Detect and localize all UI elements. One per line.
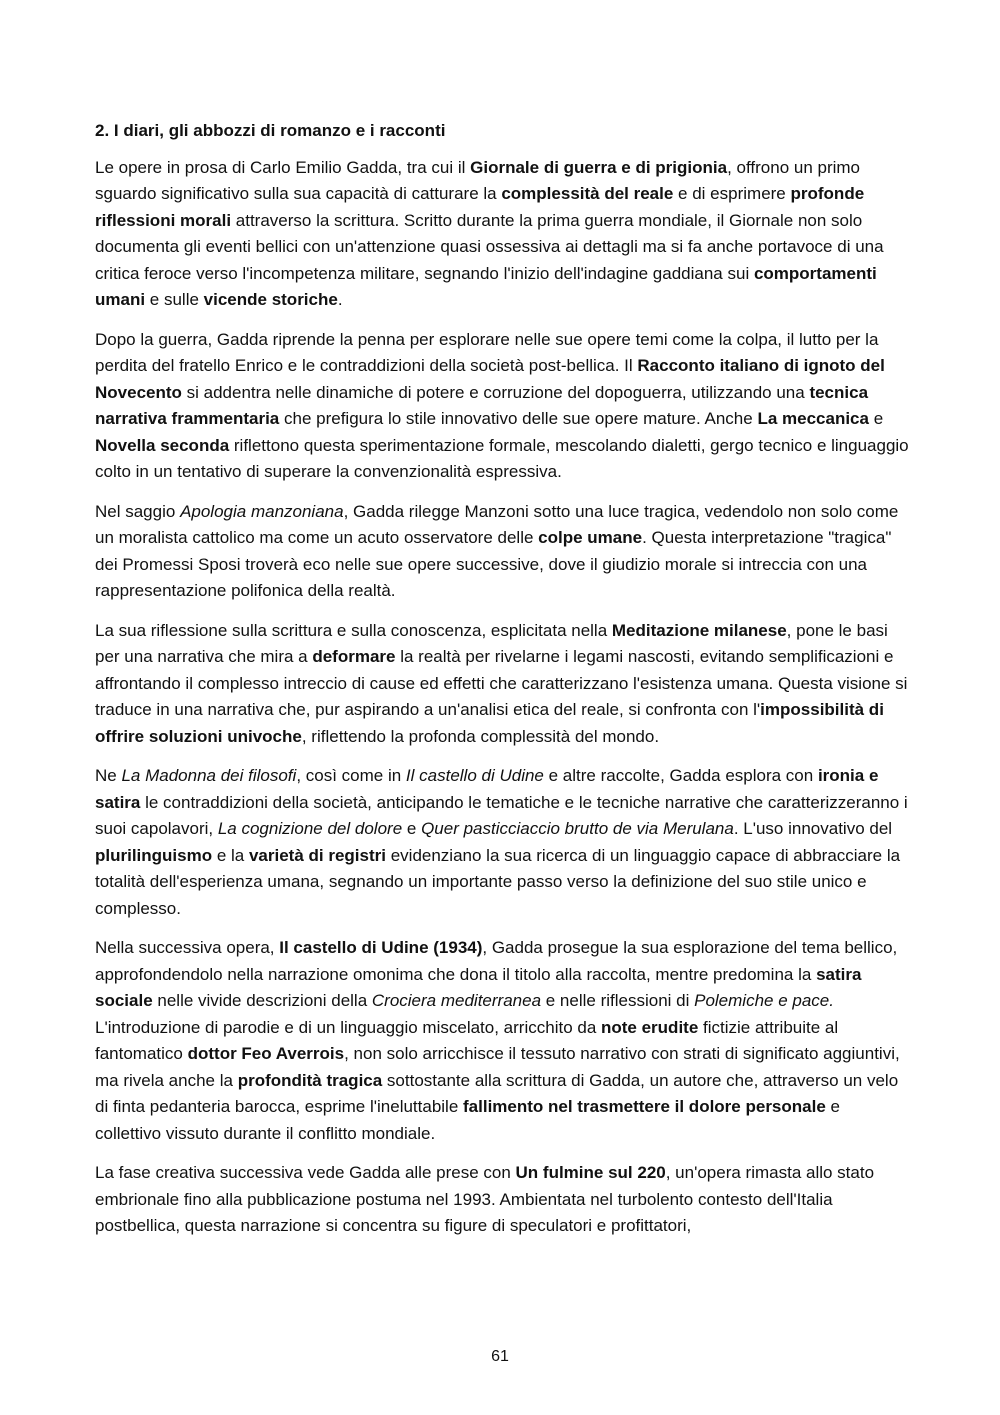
text-run: le contraddizioni della società, anticipando le tematiche e le tecniche narrative che caratterizzeranno i suoi capolavori, xyxy=(95,792,908,838)
paragraph xyxy=(95,327,910,486)
bold-text: varietà di registri xyxy=(248,845,386,865)
italic-text: Quer pasticciaccio brutto de via Merulana xyxy=(421,819,734,838)
text-run: la realtà per rivelarne i legami nascosti, evitando semplificazioni e affrontando il complesso intreccio di cause ed effetti che caratterizzano l'esistenza umana. Questa visione si traduce in una narrativa che, pur aspirando a un'analisi etica del reale, si confronta con l' xyxy=(95,647,908,719)
bold-text: note erudite xyxy=(601,1017,699,1037)
text-run: e sulle xyxy=(145,290,204,309)
italic-text: Il castello di Udine xyxy=(405,766,544,785)
text-run: si addentra nelle dinamiche di potere e corruzione del dopoguerra, utilizzando una xyxy=(181,382,810,402)
text-run: evidenziano la sua ricerca di un linguaggio capace di abbracciare la totalità dell'esperienza umana, segnando un importante passo verso la definizione del suo stile unico e complesso. xyxy=(95,845,901,918)
bold-text: Meditazione milanese xyxy=(611,620,787,640)
text-run: . Questa interpretazione "tragica" dei Promessi Sposi troverà eco nelle sue opere successive, dove il giudizio morale si intreccia con una rappresentazione polifonica della realtà. xyxy=(95,528,892,600)
bold-text: Novella seconda xyxy=(95,435,230,455)
text-run: e di esprimere xyxy=(673,184,791,203)
bold-text: satira sociale xyxy=(95,964,862,1010)
text-run: , offrono un primo sguardo significativo sulla sua capacità di catturare la xyxy=(95,157,861,203)
italic-text: La Madonna dei filosofi xyxy=(121,766,297,785)
bold-text: dottor Feo Averrois xyxy=(187,1044,345,1063)
italic-text: Crociera mediterranea xyxy=(371,991,542,1010)
text-run: Nel saggio xyxy=(95,501,181,521)
paragraphs-container xyxy=(95,155,910,1240)
text-run: e collettivo vissuto durante il conflitto mondiale. xyxy=(95,1097,840,1143)
text-run: La sua riflessione sulla scrittura e sulla conoscenza, esplicitata nella xyxy=(95,620,612,640)
paragraph xyxy=(95,499,910,605)
bold-text: Racconto italiano di ignoto del Novecento xyxy=(95,356,885,402)
bold-text: Giornale di guerra e di prigionia xyxy=(470,157,728,177)
text-run: , Gadda rilegge Manzoni sotto una luce tragica, vedendolo non solo come un moralista cattolico ma come un acuto osservatore delle xyxy=(95,501,899,547)
bold-text: vicende storiche xyxy=(203,290,338,309)
text-run: Ne xyxy=(95,766,122,785)
text-run: . L'uso innovativo del xyxy=(733,819,893,838)
text-run: riflettono questa sperimentazione formale, mescolando dialetti, gergo tecnico e linguaggio colto in un tentativo di superare la convenzionalità espressiva. xyxy=(95,435,909,481)
text-run: Nella successiva opera, xyxy=(95,938,280,957)
bold-text: Il castello di Udine (1934) xyxy=(279,938,483,957)
paragraph xyxy=(95,763,910,922)
paragraph xyxy=(95,1160,910,1240)
text-run: che prefigura lo stile innovativo delle sue opere mature. Anche xyxy=(279,409,758,428)
bold-text: profonde riflessioni morali xyxy=(95,184,865,230)
text-run: e xyxy=(402,819,422,838)
page-number: 61 xyxy=(491,1348,509,1365)
bold-text: ironia e satira xyxy=(95,766,879,812)
text-run: , Gadda prosegue la sua esplorazione del tema bellico, approfondendolo nella narrazione omonima che dona il titolo alla raccolta, mentre predomina la xyxy=(95,938,898,984)
text-run: , un'opera rimasta allo stato embrionale fino alla pubblicazione postuma nel 1993. Ambientata nel turbolento contesto dell'Italia postbellica, questa narrazione si concentra su figure di speculatori e profittatori, xyxy=(95,1163,875,1235)
text-run: fictizie attribuite al fantomatico xyxy=(95,1017,839,1063)
text-run: attraverso la scrittura. Scritto durante la prima guerra mondiale, il Giornale non solo documenta gli eventi bellici con un'attenzione quasi ossessiva ai dettagli ma si fa anche portavoce di una critica feroce verso l'incompetenza militare, segnando l'inizio dell'indagine gaddiana sui xyxy=(95,210,884,283)
paragraph xyxy=(95,618,910,751)
italic-text: Polemiche e pace. xyxy=(694,991,834,1010)
text-run: , così come in xyxy=(296,766,406,785)
text-run: La fase creativa successiva vede Gadda alle prese con xyxy=(95,1163,516,1182)
paragraph xyxy=(95,155,910,314)
bold-text: plurilinguismo xyxy=(95,845,213,865)
page-body xyxy=(95,118,910,1253)
text-run: sottostante alla scrittura di Gadda, un autore che, attraverso un velo di finta pedanteria barocca, esprime l'ineluttabile xyxy=(95,1070,899,1116)
bold-text: deformare xyxy=(312,647,396,666)
text-run: nelle vivide descrizioni della xyxy=(152,991,372,1010)
bold-text: comportamenti umani xyxy=(95,263,877,309)
text-run: Dopo la guerra, Gadda riprende la penna per esplorare nelle sue opere temi come la colpa, il lutto per la perdita del fratello Enrico e le contraddizioni della società post-bellica. Il xyxy=(95,329,879,375)
bold-text: fallimento nel trasmettere il dolore personale xyxy=(463,1097,826,1116)
text-run: Le opere in prosa di Carlo Emilio Gadda, tra cui il xyxy=(95,157,471,177)
italic-text: La cognizione del dolore xyxy=(217,819,403,838)
bold-text: profondità tragica xyxy=(237,1070,383,1090)
text-run: , non solo arricchisce il tessuto narrativo con strati di significato aggiuntivi, ma rivela anche la xyxy=(95,1044,900,1090)
text-run: , riflettendo la profonda complessità del mondo. xyxy=(301,726,660,746)
bold-text: Un fulmine sul 220 xyxy=(515,1163,666,1182)
bold-text: impossibilità di offrire soluzioni univoche xyxy=(95,700,884,746)
text-run: e altre raccolte, Gadda esplora con xyxy=(543,766,818,785)
text-run: e la xyxy=(212,845,249,865)
bold-text: tecnica narrativa frammentaria xyxy=(95,382,869,428)
bold-text: complessità del reale xyxy=(501,184,674,203)
paragraph xyxy=(95,935,910,1147)
text-run: . xyxy=(337,290,343,309)
italic-text: Apologia manzoniana xyxy=(180,501,344,521)
text-run: e xyxy=(868,409,884,428)
bold-text: colpe umane xyxy=(538,528,643,547)
text-run: e nelle riflessioni di xyxy=(541,991,695,1010)
text-run: L'introduzione di parodie e di un linguaggio miscelato, arricchito da xyxy=(95,1017,601,1037)
section-heading: 2. I diari, gli abbozzi di romanzo e i racconti xyxy=(95,121,446,140)
bold-text: La meccanica xyxy=(757,409,869,428)
text-run: , pone le basi per una narrativa che mira a xyxy=(95,620,888,666)
